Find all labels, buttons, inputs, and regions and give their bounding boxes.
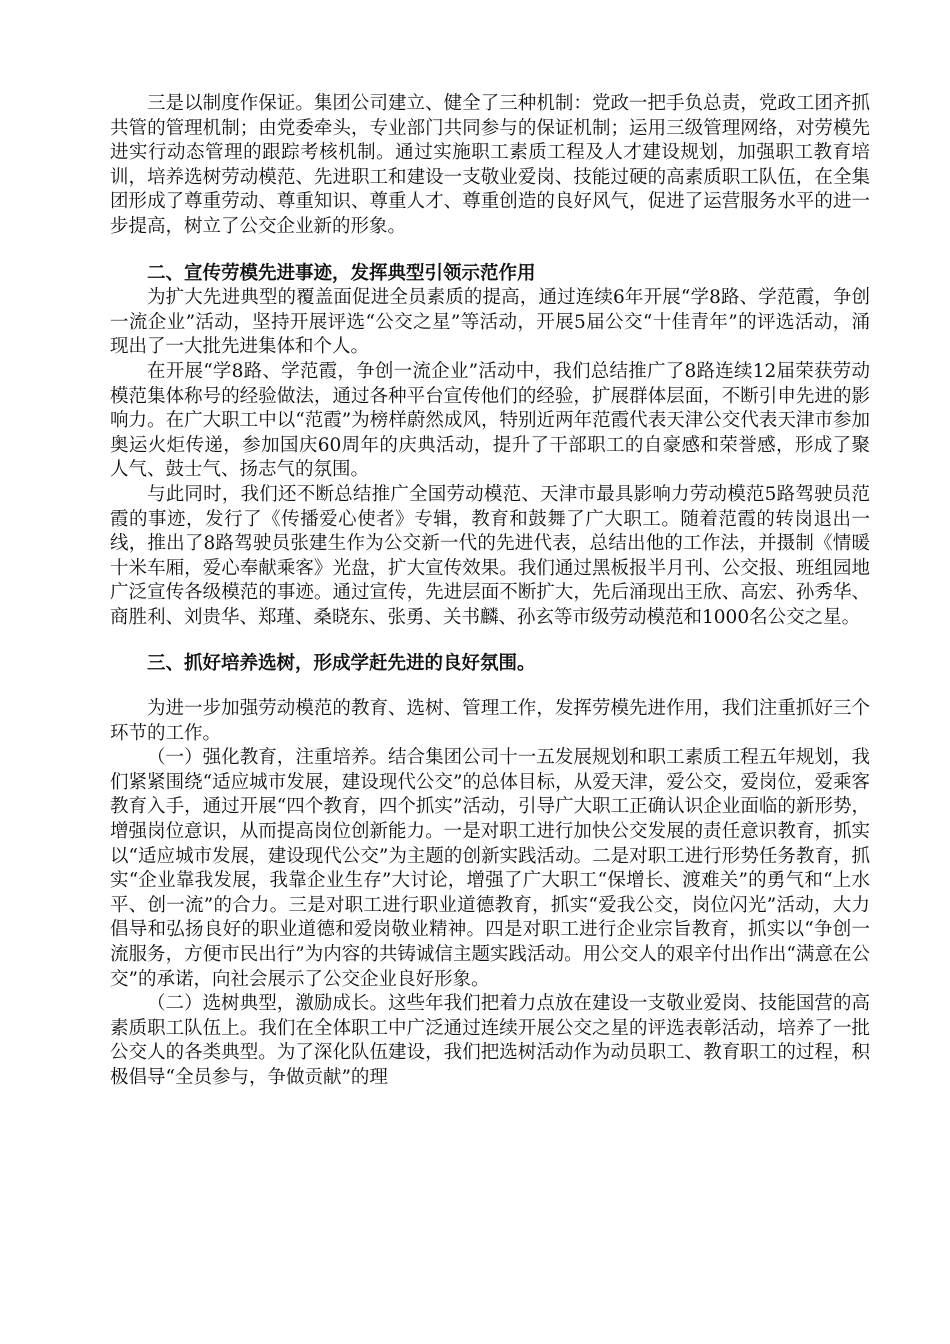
paragraph-3-2: （一）强化教育，注重培养。结合集团公司十一五发展规划和职工素质工程五年规划，我们紧紧围绕“适应城市发展，建设现代公交”的总体目标，从爱天津，爱公交，爱岗位，爱乘客教育入手，通过开展“四个教育，四个抓实”活动，引导广大职工正确认识企业面临的新形势，增强岗位意识，从而提高岗位创新能力。一是对职工进行加快公交发展的责任意识教育，抓实以“适应城市发展，建设现代公交”为主题的创新实践活动。二是对职工进行形势任务教育，抓实“企业靠我发展，我靠企业生存”大讨论，增强了广大职工“保增长、渡难关”的勇气和“上水平、创一流”的合力。三是对职工进行职业道德教育，抓实“爱我公交，岗位闪光”活动，大力倡导和弘扬良好的职业道德和爱岗敬业精神。四是对职工进行企业宗旨教育，抓实以“争创一流服务，方便市民出行”为内容的共铸诚信主题实践活动。用公交人的艰辛付出作出“满意在公交”的承诺，向社会展示了公交企业良好形象。 xyxy=(110,747,870,990)
paragraph-intro: 三是以制度作保证。集团公司建立、健全了三种机制：党政一把手负总责，党政工团齐抓共管的管理机制；由党委牵头，专业部门共同参与的保证机制；运用三级管理网络，对劳模先进实行动态管理的跟踪考核机制。通过实施职工素质工程及人才建设规划，加强职工教育培训，培养选树劳动模范、先进职工和建设一支敬业爱岗、技能过硬的高素质职工队伍，在全集团形成了尊重劳动、尊重知识、尊重人才、尊重创造的良好风气，促进了运营服务水平的进一步提高，树立了公交企业新的形象。 xyxy=(110,93,870,237)
paragraph-3-1: 为进一步加强劳动模范的教育、选树、管理工作，发挥劳模先进作用，我们注重抓好三个环节的工作。 xyxy=(110,698,870,744)
section-heading-2: 二、宣传劳模先进事迹，发挥典型引领示范作用 xyxy=(147,262,536,284)
paragraph-2-1: 为扩大先进典型的覆盖面促进全员素质的提高，通过连续6年开展“学8路、学范霞，争创一流企业”活动，坚持开展评选“公交之星”等活动，开展5届公交“十佳青年”的评选活动，涌现出了一大批先进集体和个人。 xyxy=(110,287,870,358)
paragraph-2-2: 在开展“学8路、学范霞，争创一流企业”活动中，我们总结推广了8路连续12届荣获劳动模范集体称号的经验做法，通过各种平台宣传他们的经验，扩展群体层面，不断引申先进的影响力。在广大职工中以“范霞”为榜样蔚然成风，特别近两年范霞代表天津公交代表天津市参加奥运火炬传递，参加国庆60周年的庆典活动，提升了干部职工的自豪感和荣誉感，形成了聚人气、鼓士气、扬志气的氛围。 xyxy=(110,360,870,481)
document-page xyxy=(110,92,870,1091)
paragraph-2-3: 与此同时，我们还不断总结推广全国劳动模范、天津市最具影响力劳动模范5路驾驶员范霞的事迹，发行了《传播爱心使者》专辑，教育和鼓舞了广大职工。随着范霞的转岗退出一线，推出了8路驾驶员张建生作为公交新一代的先进代表，总结出他的工作法，并摄制《情暖十米车厢，爱心奉献乘客》光盘，扩大宣传效果。我们通过黑板报半月刊、公交报、班组园地广泛宣传各级模范的事迹。通过宣传，先进层面不断扩大，先后涌现出王欣、高宏、孙秀华、商胜利、刘贵华、郑瑾、桑晓东、张勇、关书麟、孙玄等市级劳动模范和1000名公交之星。 xyxy=(110,483,870,628)
paragraph-3-3: （二）选树典型，激励成长。这些年我们把着力点放在建设一支敬业爱岗、技能国营的高素质职工队伍上。我们在全体职工中广泛通过连续开展公交之星的评选表彰活动，培养了一批公交人的各类典型。为了深化队伍建设，我们把选树活动作为动员职工、教育职工的过程，积极倡导“全员参与，争做贡献”的理 xyxy=(110,993,870,1088)
section-heading-3: 三、抓好培养选树，形成学赶先进的良好氛围。 xyxy=(147,653,536,675)
